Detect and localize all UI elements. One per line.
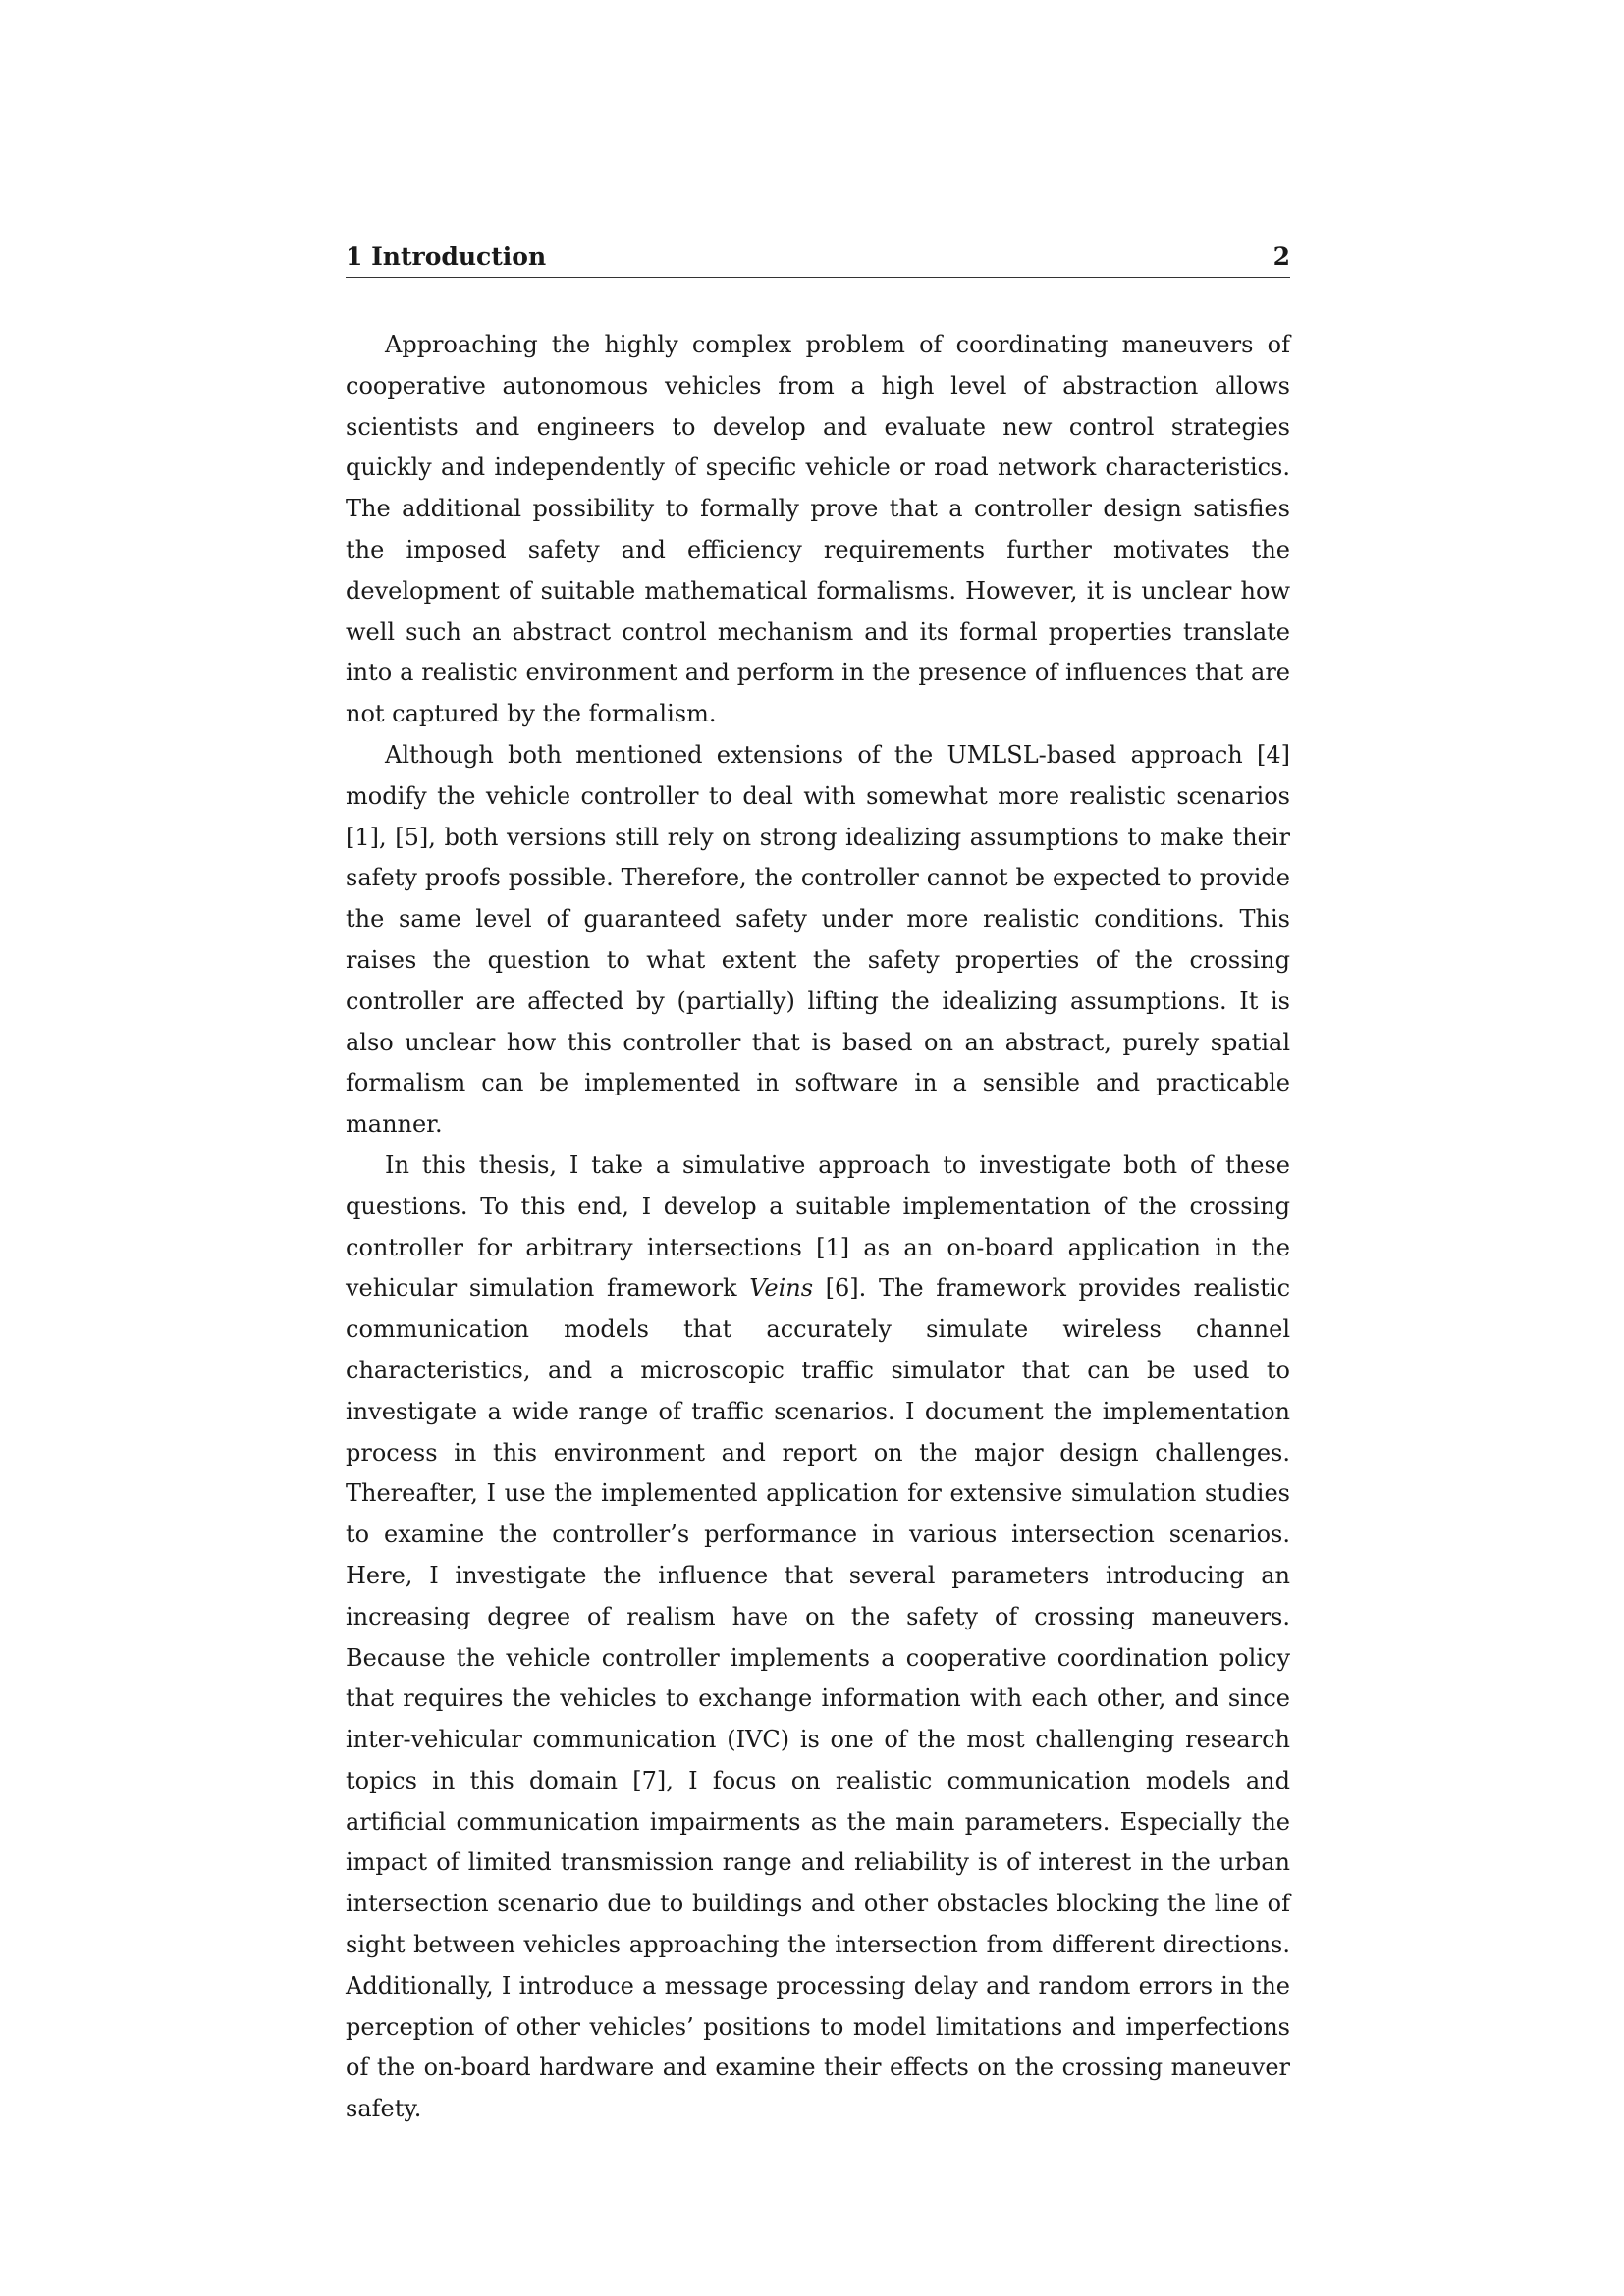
paragraph-3-part-1: In this thesis, I take a simulative approach to investigate both of these questions. To this end, I develop a suitable implementation of the crossing controller for arbitrary intersections [1] as an on-board application in the vehicular simulation framework xyxy=(346,1150,1290,1303)
paragraph-2: Although both mentioned extensions of the UMLSL-based approach [4] modify the vehicle controller to deal with somewhat more realistic scenarios [1], [5], both versions still rely on strong idealizing assumptions to make their safety proofs possible. Therefore, the controller cannot be expected to provide the same level of guaranteed safety under more realistic conditions. This raises the question to what extent the safety properties of the crossing controller are affected by (partially) lifting the idealizing assumptions. It is also unclear how this controller that is based on an abstract, purely spatial formalism can be implemented in software in a sensible and practicable manner. xyxy=(346,740,1290,1139)
body-text xyxy=(346,325,1290,2130)
veins-italic: Veins xyxy=(749,1274,814,1303)
paragraph-1: Approaching the highly complex problem of coordinating maneuvers of cooperative autonomous vehicles from a high level of abstraction allows scientists and engineers to develop and evaluate new control strategies quickly and independently of specific vehicle or road network characteristics. The additional possibility to formally prove that a controller design satisfies the imposed safety and efficiency requirements further motivates the development of suitable mathematical formalisms. However, it is unclear how well such an abstract control mechanism and its formal properties translate into a realistic environment and perform in the presence of influences that are not captured by the formalism. xyxy=(346,331,1290,728)
paragraph-3 xyxy=(346,1146,1290,2130)
page-number: 2 xyxy=(1272,242,1290,271)
page xyxy=(346,242,1290,2130)
paragraph-3-part-2: [6]. The framework provides realistic communication models that accurately simulate wireless channel characteristics, and a microscopic traffic simulator that can be used to investigate a wide range of traffic scenarios. I document the implementation process in this environment and report on the major design challenges. Thereafter, I use the implemented application for extensive simulation studies to examine the controller’s performance in various intersection scenarios. Here, I investigate the influence that several parameters introducing an increasing degree of realism have on the safety of crossing maneuvers. Because the vehicle controller implements a cooperative coordination policy that requires the vehicles to exchange information with each other, and since inter-vehicular communication (IVC) is one of the most challenging research topics in this domain [7], I focus on realistic communication models and artificial communication impairments as the main parameters. Especially the impact of limited transmission range and reliability is of interest in the urban intersection scenario due to buildings and other obstacles blocking the line of sight between vehicles approaching the intersection from different directions. Additionally, I introduce a message processing delay and random errors in the perception of other vehicles’ positions to model limitations and imperfections of the on-board hardware and examine their effects on the crossing maneuver safety. xyxy=(346,1274,1291,2123)
chapter-title: 1 Introduction xyxy=(346,242,547,271)
running-header xyxy=(346,242,1290,278)
